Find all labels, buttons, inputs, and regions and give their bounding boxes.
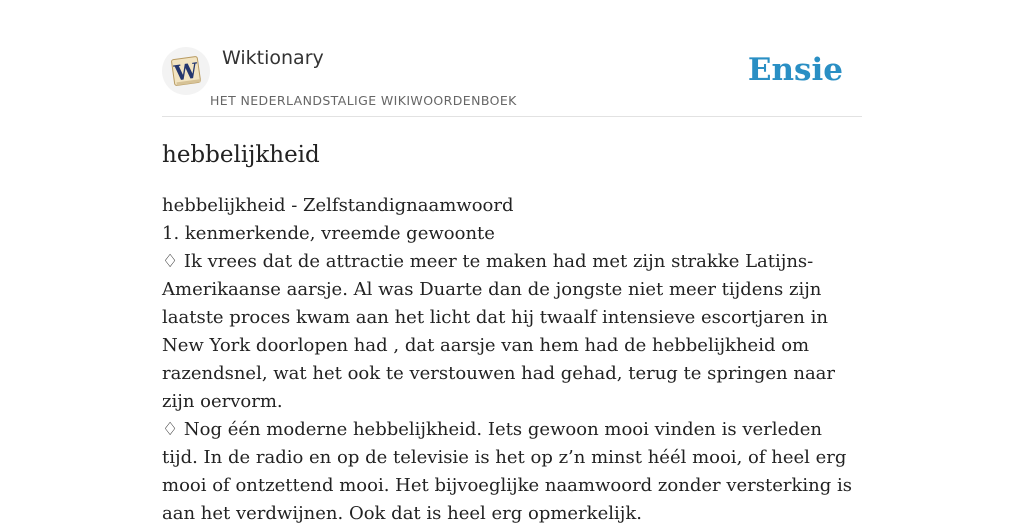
- part-of-speech-line: hebbelijkheid - Zelfstandignaamwoord: [162, 195, 514, 216]
- logo-letter: W: [172, 57, 200, 86]
- wiktionary-logo-icon[interactable]: [162, 47, 210, 95]
- example-sentence: ♢ Nog één moderne hebbelijkheid. Iets gewoon mooi vinden is verleden tijd. In de radio en op de televisie is het op z’n minst héél mooi, of heel erg mooi of ontzettend mooi. Het bijvoeglijke naamwoord zonder versterking is aan het verdwijnen. Ook dat is heel erg opmerkelijk.: [162, 419, 852, 524]
- site-tagline: HET NEDERLANDSTALIGE WIKIWOORDENBOEK: [210, 93, 517, 108]
- entry-content: [162, 192, 862, 528]
- ensie-brand-link[interactable]: Ensie: [747, 52, 843, 88]
- wiktionary-logo-graphic: [166, 51, 206, 91]
- site-header: [162, 0, 862, 117]
- site-name[interactable]: Wiktionary: [222, 47, 324, 69]
- definition-line: 1. kenmerkende, vreemde gewoonte: [162, 223, 495, 244]
- example-sentence: ♢ Ik vrees dat de attractie meer te maken had met zijn strakke Latijns-Amerikaanse aarsje. Al was Duarte dan de jongste niet meer tijdens zijn laatste proces kwam aan het licht dat hij twaalf intensieve escortjaren in New York doorlopen had , dat aarsje van hem had de hebbelijkheid om razendsnel, wat het ook te verstouwen had gehad, terug te springen naar zijn oervorm.: [162, 251, 836, 412]
- page-title: hebbelijkheid: [162, 142, 320, 168]
